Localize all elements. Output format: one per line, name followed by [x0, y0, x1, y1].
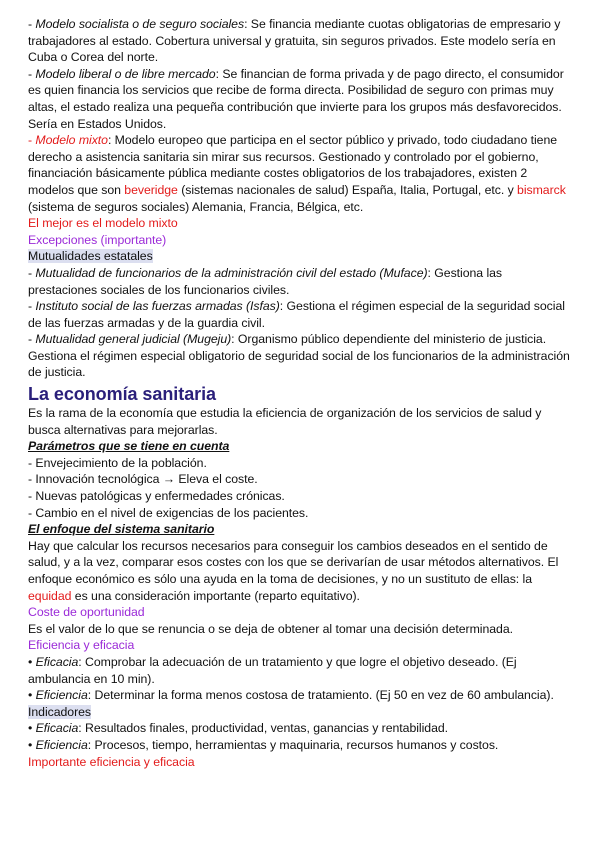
indicator-item-eficacia: • Eficacia: Resultados finales, productividad, ventas, ganancias y rentabilidad.	[28, 721, 449, 736]
indicators-heading: Indicadores	[28, 704, 92, 719]
param-item: - Envejecimiento de la población.	[28, 455, 207, 470]
best-model-note: El mejor es el modelo mixto	[28, 216, 178, 231]
approach-text: Hay que calcular los recursos necesarios para conseguir los cambios deseados en el sentido de salud, y a la vez, comparar esos costes con los que se derivarían de usar métodos alternativos. El enfoque económico es sólo una ayuda en la toma de decisiones, y no un sustituto de ellas: la equidad es una consideración importante (reparto equitativo).	[28, 538, 559, 603]
mutual-item-mugeju: - Mutualidad general judicial (Mugeju): Organismo público dependiente del ministerio de justicia. Gestiona el régimen especial obligatorio de seguridad social de los funcionarios de la administración de justicia.	[28, 332, 570, 380]
model-term: Modelo liberal o de libre mercado	[35, 66, 216, 81]
model-mixed: - Modelo mixto: Modelo europeo que participa en el sector público y privado, todo ciudadano tiene derecho a asistencia sanitaria sin mirar sus recursos. Gestionado y controlado por el gobierno, financiación básicamente pública mediante costes obligatorios de los trabajadores, existen 2 modelos que son beveridge (sistemas nacionales de salud) España, Italia, Portugal, etc. y bismarck (sistema de seguros sociales) Alemania, Francia, Bélgica, etc.	[28, 133, 566, 214]
model-socialist: - Modelo socialista o de seguro sociales: Se financia mediante cuotas obligatorias de empresario y trabajadores al estado. Cobertura universal y gratuita, sin seguros privados. Este modelo sería en Cuba o Corea del norte.	[28, 17, 561, 65]
bismarck-term: bismarck	[517, 182, 566, 197]
exceptions-heading: Excepciones (importante)	[28, 232, 167, 247]
equity-term: equidad	[28, 588, 72, 603]
mutual-item-isfas: - Instituto social de las fuerzas armadas (Isfas): Gestiona el régimen especial de la seguridad social de las fuerzas armadas y de la guardia civil.	[28, 299, 565, 330]
beveridge-term: beveridge	[124, 182, 178, 197]
mutual-item-muface: - Mutualidad de funcionarios de la administración civil del estado (Muface): Gestiona las prestaciones sociales de los funcionarios civiles.	[28, 265, 503, 297]
params-heading: Parámetros que se tiene en cuenta	[28, 439, 230, 454]
eff-item-eficiencia: • Eficiencia: Determinar la forma menos costosa de tratamiento. (Ej 50 en vez de 60 ambulancia).	[28, 688, 554, 703]
indicator-item-eficiencia: • Eficiencia: Procesos, tiempo, herramientas y maquinaria, recursos humanos y costos.	[28, 737, 499, 752]
model-liberal: - Modelo liberal o de libre mercado: Se financian de forma privada y de pago directo, el consumidor es quien financia los servicios que recibe de forma directa. Posibilidad de seguro con primas muy altas, el estado realiza una pequeña contribución que invierte para los grupos más desfavorecidos. Sería en Estados Unidos.	[28, 66, 564, 131]
approach-heading: El enfoque del sistema sanitario	[28, 522, 215, 537]
definition-text: Es la rama de la economía que estudia la eficiencia de organización de los servicios de salud y busca alternativas para mejorarlas.	[28, 406, 542, 437]
mutual-heading: Mutualidades estatales	[28, 249, 153, 264]
param-item: - Nuevas patológicas y enfermedades crónicas.	[28, 489, 285, 504]
param-item: - Cambio en el nivel de exigencias de los pacientes.	[28, 505, 309, 520]
final-note: Importante eficiencia y eficacia	[28, 754, 195, 769]
eff-item-eficacia: • Eficacia: Comprobar la adecuación de un tratamiento y que logre el objetivo deseado. (Ej ambulancia en 10 min).	[28, 654, 517, 686]
model-term: Modelo mixto	[35, 133, 108, 148]
param-item: - Innovación tecnológica → Eleva el coste.	[28, 472, 258, 487]
model-term: Modelo socialista o de seguro sociales	[35, 17, 245, 31]
efficiency-heading: Eficiencia y eficacia	[28, 638, 135, 653]
opportunity-text: Es el valor de lo que se renuncia o se deja de obtener al tomar una decisión determinada.	[28, 621, 514, 636]
opportunity-heading: Coste de oportunidad	[28, 605, 145, 620]
section-title: La economía sanitaria	[28, 384, 217, 405]
